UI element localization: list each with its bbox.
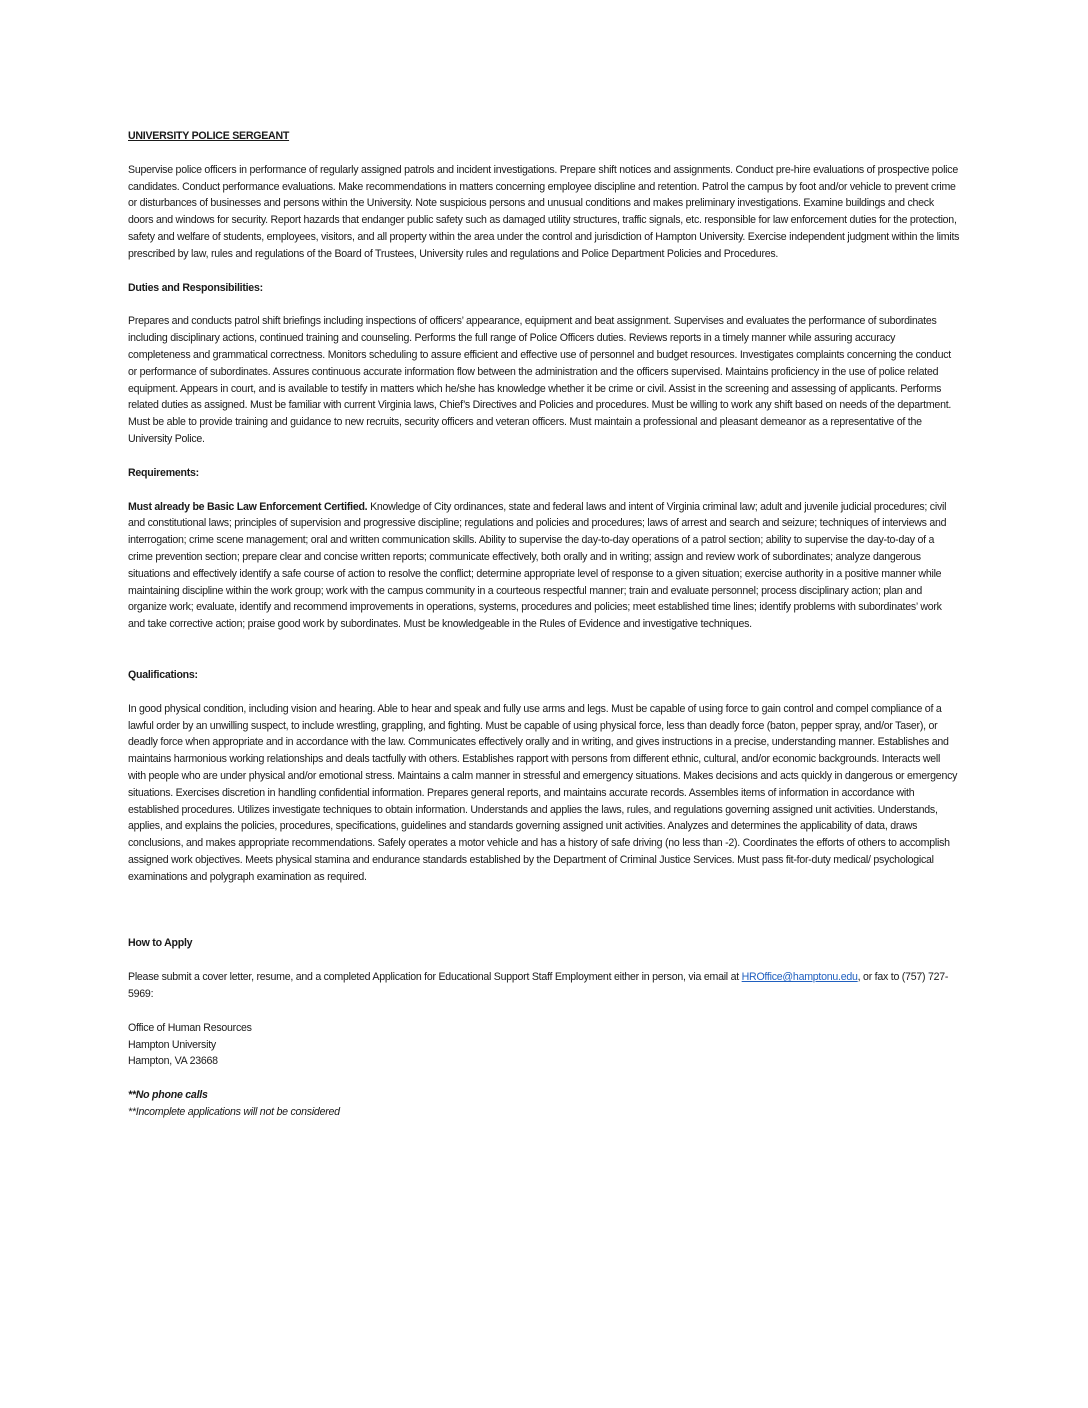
duties-text: Prepares and conducts patrol shift briefings including inspections of officers’ appearance, equipment and beat assignment. Supervises and evaluates the performance of subordinates including disciplinary actions, continued training and counseling. Performs the full range of Police Officers duties. Reviews reports in a timely manner while assuring accuracy completeness and grammatical correctness. Monitors scheduling to assure efficient and effective use of personnel and budget resources. Investigates complaints concerning the conduct or performance of subordinates. Assures continuous accurate information flow between the administration and the officers supervised. Maintains proficiency in the use of police related equipment. Appears in court, and is available to testify in matters which he/she has knowledge whether it be crime or civil. Assist in the screening and assessing of applicants. Performs related duties as assigned. Must be familiar with current Virginia laws, Chief’s Directives and Policies and procedures. Must be willing to work any shift based on needs of the department. Must be able to provide training and guidance to new recruits, security officers and veteran officers. Must maintain a professional and pleasant demeanor as a representative of the University Police. xyxy=(128,315,952,445)
job-posting-page xyxy=(128,128,960,1121)
requirements-lead: Must already be Basic Law Enforcement Certified. xyxy=(128,500,368,513)
qualifications-text: In good physical condition, including vision and hearing. Able to hear and speak and fully use arms and legs. Must be capable of using force to gain control and compel compliance of a lawful order by an unwilling suspect, to include wrestling, grappling, and fighting. Must be capable of using physical force, less than deadly force (baton, pepper spray, and/or Taser), or deadly force when appropriate and in accordance with the law. Communicates effectively orally and in writing, and gives instructions in a precise, understanding manner. Establishes and maintains harmonious working relationships and deals tactfully with others. Establishes rapport with persons from different ethnic, cultural, and/or economic backgrounds. Interacts well with people who are under physical and/or emotional stress. Maintains a calm manner in stressful and emergency situations. Makes decisions and acts quickly in dangerous or emergency situations. Exercises discretion in handling confidential information. Prepares general reports, and maintains accurate records. Assembles items of information in accordance with established procedures. Utilizes investigate techniques to obtain information. Understands and applies the laws, rules, and regulations governing assigned unit activities. Understands, applies, and explains the policies, procedures, specifications, guidelines and standards governing assigned unit activities. Analyzes and determines the applicability of data, draws conclusions, and makes appropriate recommendations. Safely operates a motor vehicle and has a history of safe driving (no less than -2). Coordinates the efforts of others to accomplish assigned work objectives. Meets physical stamina and endurance standards established by the Department of Criminal Justice Services. Must pass fit-for-duty medical/ psychological examinations and polygraph examination as required. xyxy=(128,702,958,883)
apply-text-after: , or fax to (757) 727-5969: xyxy=(128,971,949,1001)
requirements-body: Knowledge of City ordinances, state and federal laws and intent of Virginia criminal law; adult and juvenile judicial procedures; civil and constitutional laws; principles of supervision and progressive discipline; regulations and policies and procedures; laws of arrest and search and seizure; techniques of interviews and interrogation; crime scene management; oral and written communication skills. Ability to supervise the day-to-day operations of a patrol section; ability to supervise the day-to-day of a crime prevention section; prepare clear and concise written reports; communicate effectively, both orally and in writing; assign and review work of subordinates; analyze dangerous situations and effectively identify a safe course of action to resolve the conflict; determine appropriate level of response to a given situation; exercise authority in a positive manner while maintaining discipline within the work group; work with the campus community in a courteous respectful manner; train and evaluate personnel; process disciplinary action; plan and organize work; evaluate, identify and recommend improvements in operations, systems, procedures and policies; meet established time lines; identify problems with subordinates’ work and take corrective action; praise good work by subordinates. Must be knowledgeable in the Rules of Evidence and investigative techniques. xyxy=(128,500,947,631)
address-line-city: Hampton, VA 23668 xyxy=(128,1055,218,1068)
how-to-apply-heading: How to Apply xyxy=(128,937,193,950)
address-line-university: Hampton University xyxy=(128,1038,216,1051)
hr-email-link[interactable]: HROffice@hamptonu.edu xyxy=(741,971,858,984)
qualifications-heading: Qualifications: xyxy=(128,668,198,681)
apply-instructions xyxy=(128,969,960,1003)
apply-text-before: Please submit a cover letter, resume, and a completed Application for Educational Support Staff Employment either in person, via email at xyxy=(128,971,742,984)
job-title: UNIVERSITY POLICE SERGEANT xyxy=(128,130,290,142)
requirements-heading: Requirements: xyxy=(128,466,199,479)
job-summary: Supervise police officers in performance of regularly assigned patrols and incident investigations. Prepare shift notices and assignments. Conduct pre-hire evaluations of prospective police candidates. Conduct performance evaluations. Make recommendations in matters concerning employee discipline and retention. Patrol the campus by foot and/or vehicle to prevent crime or disturbances of businesses and persons within the University. Note suspicious persons and unusual conditions and makes preliminary investigations. Examine buildings and check doors and windows for security. Report hazards that endanger public safety such as damaged utility structures, traffic signals, etc. responsible for law enforcement duties for the protection, safety and welfare of students, employees, visitors, and all property within the area under the control and jurisdiction of Hampton University. Exercise independent judgment within the limits prescribed by law, rules and regulations of the Board of Trustees, University rules and regulations and Police Department Policies and Procedures. xyxy=(128,163,960,260)
duties-heading: Duties and Responsibilities: xyxy=(128,281,263,294)
note-no-phone-calls: **No phone calls xyxy=(128,1089,208,1102)
address-line-office: Office of Human Resources xyxy=(128,1021,252,1034)
note-incomplete-applications: **Incomplete applications will not be considered xyxy=(128,1106,340,1119)
hr-address xyxy=(128,1020,960,1070)
requirements-text xyxy=(128,499,960,633)
